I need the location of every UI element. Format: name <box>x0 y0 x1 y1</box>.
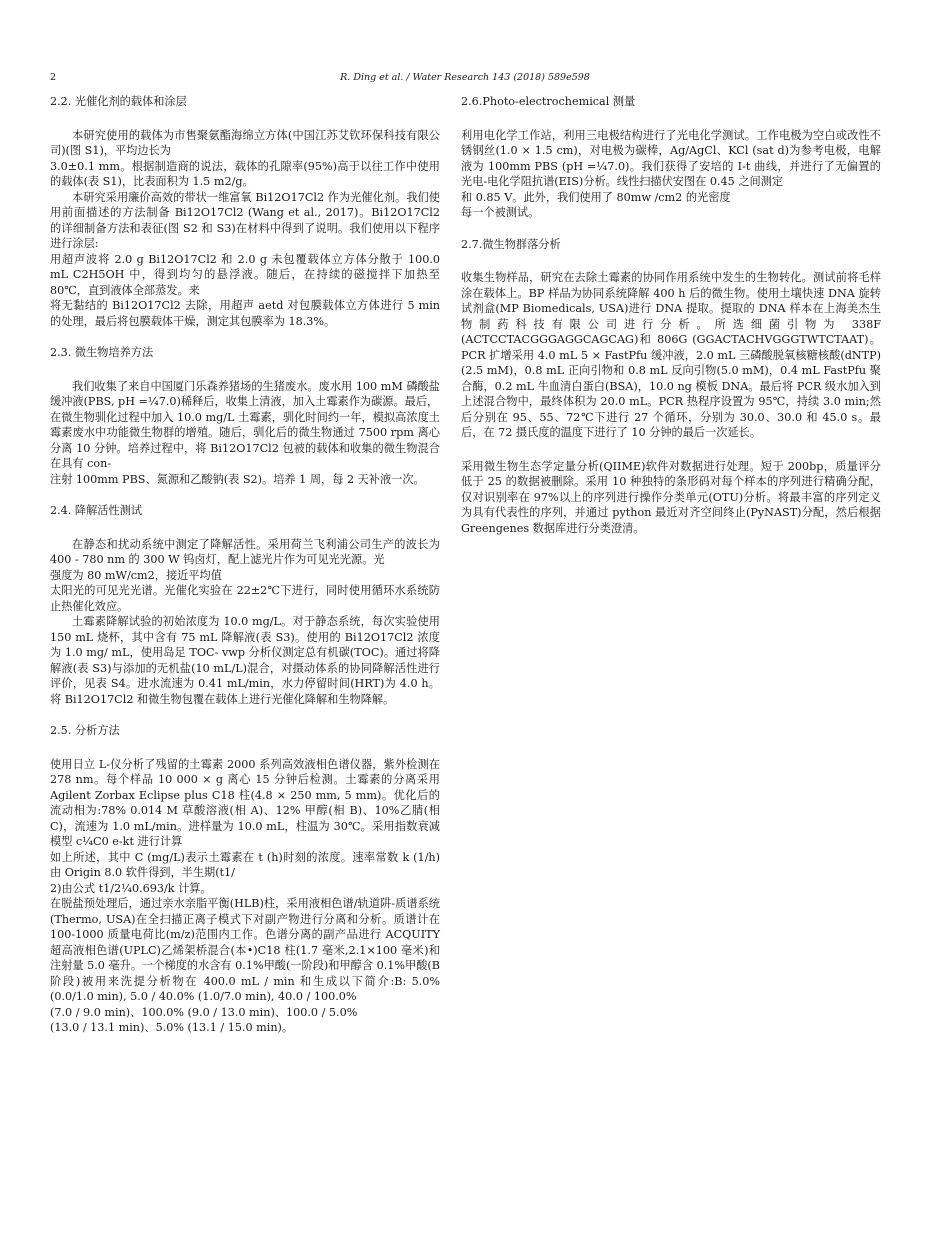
paragraph: 在微生物驯化过程中加入 10.0 mg/L 土霉素，驯化时间约一年，模拟高浓度土霉素废水中功能微生物群的增殖。随后，驯化后的微生物通过 7500 rpm 离心分离 10 分钟。培养过程中，将 Bi12O17Cl2 包被的载体和收集的微生物混合在具有 con- <box>50 410 440 470</box>
section-heading-2-7: 2.7.微生物群落分析 <box>461 237 561 251</box>
section-heading-2-4: 2.4. 降解活性测试 <box>50 504 143 517</box>
paragraph: 本研究使用的载体为市售聚氨酯海绵立方体(中国江苏艾钦环保科技有限公司)(图 S1)，平均边长为 <box>50 128 440 157</box>
page-number: 2 <box>50 72 57 83</box>
paragraph: 采用微生物生态学定量分析(QIIME)软件对数据进行处理。短于 200bp，质量评分低于 25 的数据被删除。采用 10 种独特的条形码对每个样本的序列进行精确分配，仅对识别率在 97%以上的序列进行操作分类单元(OTU)分析。将最丰富的序列定义为具有代表性的序列，并通过 python 最近对齐空间终止(PyNAST)分配，然后根据 Greengenes 数据库进行分类澄清。 <box>461 459 881 535</box>
paragraph: 每一个被测试。 <box>461 206 540 219</box>
section-heading-2-3: 2.3. 微生物培养方法 <box>50 346 154 359</box>
paragraph: 2)由公式 t1/2¼0.693/k 计算。 <box>50 881 212 895</box>
paragraph: (7.0 / 9.0 min)、100.0% (9.0 / 13.0 min)、100.0 / 5.0% <box>50 1005 358 1019</box>
paragraph: 强度为 80 mW/cm2，接近平均值 <box>50 568 222 582</box>
paragraph: 将无黏结的 Bi12O17Cl2 去除，用超声 aetd 对包膜载体立方体进行 5 min 的处理，最后将包膜载体干燥，测定其包膜率为 18.3%。 <box>50 299 440 328</box>
paragraph: 如上所述，其中 C (mg/L)表示土霉素在 t (h)时刻的浓度。速率常数 k (1/h)由 Origin 8.0 软件得到，半生期(t1/ <box>50 850 440 879</box>
paragraph: 土霉素降解试验的初始浓度为 10.0 mg/L。对于静态系统，每次实验使用 150 mL 烧杯，其中含有 75 mL 降解液(表 S3)。使用的 Bi12O17Cl2 浓度为 1.0 mg/ mL，使用岛足 TOC- vwp 分析仪测定总有机碳(TOC)。通过将降解液(表 S3)与添加的无机盐(10 mL/L)混合，对摄动体系的协同降解活性进行评价，见表 S4。进水流速为 0.41 mL/min，水力停留时间(HRT)为 4.0 h。将 Bi12O17Cl2 和微生物包覆在载体上进行光催化降解和生物降解。 <box>50 615 440 706</box>
paragraph: 太阳光的可见光光谱。光催化实验在 22±2℃下进行，同时使用循环水系统防止热催化效应。 <box>50 584 440 613</box>
paragraph: 3.0±0.1 mm。根据制造商的说法，载体的孔隙率(95%)高于以往工作中使用的载体(表 S1)，比表面积为 1.5 m2/g。 <box>50 159 440 188</box>
section-heading-2-5: 2.5. 分析方法 <box>50 724 120 737</box>
paragraph: 用超声波将 2.0 g Bi12O17Cl2 和 2.0 g 未包覆载体立方体分散于 100.0 mL C2H5OH 中，得到均匀的悬浮液。随后，在持续的磁搅拌下加热至 80℃，直到液体全部蒸发。来 <box>50 252 440 297</box>
paragraph: 收集生物样品，研究在去除土霉素的协同作用系统中发生的生物转化。测试前将毛样涂在载体上。BP 样品为协同系统降解 400 h 后的微生物。使用土壤快速 DNA 旋转试剂盒(MP Biomedicals, USA)进行 DNA 提取。提取的 DNA 样本在上海美杰生物制药科技有限公司进行分析。所选细菌引物为 338F (ACTCCTACGGGAGGCAGCAG)和 806G (GGACTACHVGGGTWTCTAAT)。PCR 扩增采用 4.0 mL 5 × FastPfu 缓冲液，2.0 mL 三磷酸脱氧核糖核酸(dNTP) (2.5 mM)，0.8 mL 正向引物和 0.8 mL 反向引物(5.0 mM)，0.4 mL FastPfu 聚合酶，0.2 mL 牛血清白蛋白(BSA)，10.0 ng 模板 DNA。最后将 PCR 级水加入到上述混合物中，最终体积为 20.0 mL。PCR 热程序设置为 95℃，持续 3.0 min;然后分别在 95、55、72℃下进行 27 个循环，分别为 30.0、30.0 和 45.0 s。最后，在 72 摄氏度的温度下进行了 10 分钟的最后一次延长。 <box>461 271 881 439</box>
paragraph: 注射 100mm PBS、氮源和乙酸钠(表 S2)。培养 1 周，每 2 天补液一次。 <box>50 472 425 486</box>
section-heading-2-6: 2.6.Photo-electrochemical 测量 <box>461 95 636 108</box>
paragraph: 在静态和扰动系统中测定了降解活性。采用荷兰飞利浦公司生产的波长为 400 - 780 nm 的 300 W 钨卤灯，配上滤光片作为可见光光源。光 <box>50 537 440 566</box>
paragraph: 在脱盐预处理后，通过亲水亲脂平衡(HLB)柱，采用液相色谱/轨道阱-质谱系统(Thermo, USA)在全扫描正离子模式下对副产物进行分离和分析。质谱计在 100-1000 质量电荷比(m/z)范围内工作。色谱分离的副产品进行 ACQUITY 超高液相色谱(UPLC)乙烯架桥混合(本•)C18 柱(1.7 毫米,2.1×100 毫米)和注射量 5.0 毫升。一个梯度的水含有 0.1%甲酸(一阶段)和甲醇含 0.1%甲酸(B 阶段)被用来洗提分析物在 400.0 mL / min 和生成以下简介:B: 5.0% (0.0/1.0 min), 5.0 / 40.0% (1.0/7.0 min), 40.0 / 100.0% <box>50 897 440 1003</box>
running-header <box>50 72 880 86</box>
left-column <box>50 94 440 1036</box>
paragraph: 利用电化学工作站，利用三电极结构进行了光电化学测试。工作电极为空白或改性不锈钢丝(1.0 × 1.5 cm)，对电极为碳棒，Ag/AgCl、KCl (sat d)为参考电极，电解液为 100mm PBS (pH =¼7.0)。我们获得了安培的 I-t 曲线，并进行了无偏置的光电-电化学阻抗谱(EIS)分析。线性扫描伏安图在 0.45 之间测定 <box>461 128 881 188</box>
paragraph: 和 0.85 V。此外，我们使用了 80mw /cm2 的光密度 <box>461 190 731 204</box>
journal-citation: R. Ding et al. / Water Research 143 (2018) 589e598 <box>340 72 590 83</box>
right-column <box>461 94 881 536</box>
paragraph: 我们收集了来自中国厦门乐森养猪场的生猪废水。废水用 100 mM 磷酸盐缓冲液(PBS, pH =¼7.0)稀释后，收集上清液，加入土霉素作为碳源。最后， <box>50 379 440 408</box>
paragraph: (13.0 / 13.1 min)、5.0% (13.1 / 15.0 min)。 <box>50 1021 294 1034</box>
section-heading-2-2: 2.2. 光催化剂的载体和涂层 <box>50 95 187 108</box>
paragraph: 使用日立 L-仪分析了残留的土霉素 2000 系列高效液相色谱仪器，紫外检测在 278 nm。每个样品 10 000 × g 离心 15 分钟后检测。土霉素的分离采用 Agilent Zorbax Eclipse plus C18 柱(4.8 × 250 mm, 5 mm)。优化后的流动相为:78% 0.014 M 草酸溶液(相 A)、12% 甲醇(相 B)、10%乙腈(相 C)，流速为 1.0 mL/min。进样量为 10.0 mL，柱温为 30℃。采用指数衰减模型 c¼C0 e-kt 进行计算 <box>50 757 440 848</box>
paragraph: 本研究采用廉价高效的带状一维富氧 Bi12O17Cl2 作为光催化剂。我们使用前面描述的方法制备 Bi12O17Cl2 (Wang et al., 2017)。Bi12O17Cl2 的详细制备方法和表征(图 S2 和 S3)在材料中得到了说明。我们使用以下程序进行涂层: <box>50 190 440 250</box>
